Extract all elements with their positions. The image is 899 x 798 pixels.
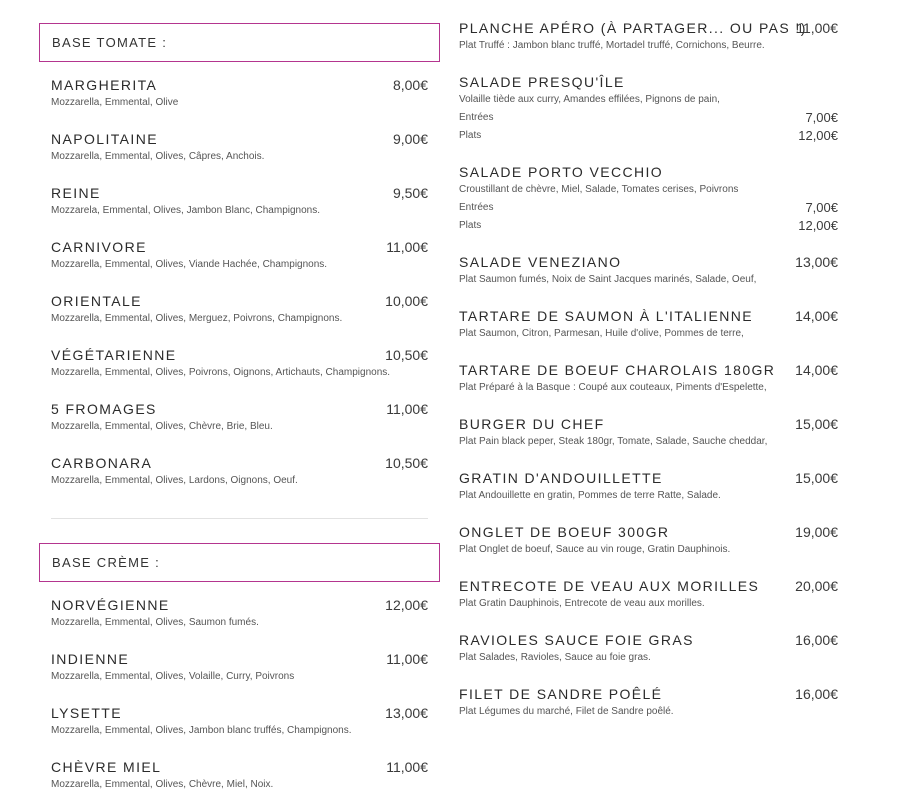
menu-item-lysette — [39, 704, 440, 758]
item-price: 11,00€ — [386, 401, 428, 417]
item-description: Plat Légumes du marché, Filet de Sandre poêlé. — [459, 706, 674, 717]
plats-row — [459, 127, 838, 145]
item-name: CARBONARA — [51, 455, 153, 471]
item-description: Plat Salades, Ravioles, Sauce au foie gras. — [459, 652, 651, 663]
plats-price: 12,00€ — [798, 128, 838, 143]
entrees-price: 7,00€ — [805, 110, 838, 125]
item-name: VÉGÉTARIENNE — [51, 347, 177, 363]
item-name: LYSETTE — [51, 705, 123, 721]
item-name: 5 FROMAGES — [51, 401, 157, 417]
item-description: Mozzarella, Emmental, Olive — [51, 97, 179, 108]
menu-item-carbonara — [39, 454, 440, 508]
section-header-base-creme — [39, 543, 440, 582]
menu-item-norvegienne — [39, 596, 440, 650]
item-price: 9,00€ — [392, 131, 428, 147]
item-name: GRATIN D'ANDOUILLETTE — [459, 470, 663, 486]
item-name: SALADE PRESQU'ÎLE — [459, 74, 625, 90]
item-description: Volaille tiède aux curry, Amandes effilées, Pignons de pain, — [459, 94, 720, 105]
item-name: ONGLET DE BOEUF 300GR — [459, 524, 670, 540]
item-price: 16,00€ — [795, 632, 838, 648]
section-title: BASE TOMATE : — [52, 35, 168, 50]
item-description: Mozzarella, Emmental, Olives, Merguez, Poivrons, Champignons. — [51, 313, 343, 324]
menu-item-indienne — [39, 650, 440, 704]
menu-item-burger-du-chef — [459, 415, 838, 469]
section-divider — [51, 518, 428, 519]
item-description: Plat Préparé à la Basque : Coupé aux couteaux, Piments d'Espelette, — [459, 382, 767, 393]
menu-item-salade-porto-vecchio — [459, 163, 838, 253]
item-description: Mozzarella, Emmental, Olives, Jambon blanc truffés, Champignons. — [51, 725, 352, 736]
item-name: INDIENNE — [51, 651, 130, 667]
item-name: BURGER DU CHEF — [459, 416, 605, 432]
menu-item-chevre-miel — [39, 758, 440, 798]
section-title: BASE CRÈME : — [52, 555, 161, 570]
item-name: ORIENTALE — [51, 293, 142, 309]
menu-item-reine — [39, 184, 440, 238]
item-description: Mozzarella, Emmental, Olives, Chèvre, Brie, Bleu. — [51, 421, 273, 432]
item-description: Mozzarela, Emmental, Olives, Jambon Blanc, Champignons. — [51, 205, 321, 216]
item-description: Croustillant de chèvre, Miel, Salade, Tomates cerises, Poivrons — [459, 184, 739, 195]
item-description: Mozzarella, Emmental, Olives, Lardons, Oignons, Oeuf. — [51, 475, 298, 486]
item-description: Mozzarella, Emmental, Olives, Viande Hachée, Champignons. — [51, 259, 328, 270]
item-name: MARGHERITA — [51, 77, 158, 93]
item-price: 11,00€ — [796, 20, 838, 36]
entrees-row — [459, 199, 838, 217]
entrees-label: Entrées — [459, 112, 494, 123]
item-name: NAPOLITAINE — [51, 131, 158, 147]
menu-item-5-fromages — [39, 400, 440, 454]
menu-item-orientale — [39, 292, 440, 346]
item-price: 11,00€ — [386, 759, 428, 775]
item-price: 8,00€ — [392, 77, 428, 93]
menu-item-planche-apero — [459, 19, 838, 73]
base-creme-list — [39, 596, 440, 798]
item-price: 9,50€ — [392, 185, 428, 201]
item-name: ENTRECOTE DE VEAU AUX MORILLES — [459, 578, 760, 594]
item-description: Plat Saumon, Citron, Parmesan, Huile d'olive, Pommes de terre, — [459, 328, 744, 339]
item-price: 15,00€ — [795, 416, 838, 432]
entrees-label: Entrées — [459, 202, 494, 213]
menu-item-carnivore — [39, 238, 440, 292]
item-description: Mozzarella, Emmental, Olives, Poivrons, Oignons, Artichauts, Champignons. — [51, 367, 391, 378]
item-name: SALADE PORTO VECCHIO — [459, 164, 664, 180]
menu-item-napolitaine — [39, 130, 440, 184]
item-price: 14,00€ — [795, 308, 838, 324]
item-price: 10,50€ — [385, 347, 428, 363]
menu-item-salade-presquile — [459, 73, 838, 163]
item-name: CARNIVORE — [51, 239, 147, 255]
entrees-row — [459, 109, 838, 127]
item-price: 15,00€ — [795, 470, 838, 486]
item-price: 13,00€ — [795, 254, 838, 270]
item-price: 10,00€ — [385, 293, 428, 309]
item-name: TARTARE DE SAUMON À L'ITALIENNE — [459, 308, 753, 324]
item-price: 10,50€ — [385, 455, 428, 471]
item-name: CHÈVRE MIEL — [51, 759, 162, 775]
item-price: 16,00€ — [795, 686, 838, 702]
dishes-column — [459, 19, 838, 739]
item-name: FILET DE SANDRE POÊLÉ — [459, 686, 663, 702]
item-description: Mozzarella, Emmental, Olives, Câpres, Anchois. — [51, 151, 265, 162]
item-name: SALADE VENEZIANO — [459, 254, 622, 270]
item-description: Mozzarella, Emmental, Olives, Volaille, Curry, Poivrons — [51, 671, 295, 682]
item-price: 11,00€ — [386, 239, 428, 255]
base-tomate-list — [39, 76, 440, 508]
menu-item-margherita — [39, 76, 440, 130]
item-price: 13,00€ — [385, 705, 428, 721]
menu-item-vegetarienne — [39, 346, 440, 400]
item-description: Plat Gratin Dauphinois, Entrecote de veau aux morilles. — [459, 598, 705, 609]
menu-item-tartare-saumon — [459, 307, 838, 361]
menu-item-gratin-andouillette — [459, 469, 838, 523]
item-description: Plat Andouillette en gratin, Pommes de terre Ratte, Salade. — [459, 490, 721, 501]
menu-item-tartare-boeuf — [459, 361, 838, 415]
item-description: Plat Pain black peper, Steak 180gr, Tomate, Salade, Sauche cheddar, — [459, 436, 768, 447]
plats-label: Plats — [459, 220, 482, 231]
item-name: REINE — [51, 185, 101, 201]
item-price: 11,00€ — [386, 651, 428, 667]
item-price: 19,00€ — [795, 524, 838, 540]
item-name: NORVÉGIENNE — [51, 597, 170, 613]
section-header-base-tomate — [39, 23, 440, 62]
plats-label: Plats — [459, 130, 482, 141]
item-price: 14,00€ — [795, 362, 838, 378]
menu-item-onglet-boeuf — [459, 523, 838, 577]
menu-item-entrecote-veau — [459, 577, 838, 631]
menu-item-filet-sandre — [459, 685, 838, 739]
item-name: TARTARE DE BOEUF CHAROLAIS 180GR — [459, 362, 776, 378]
item-name: PLANCHE APÉRO (À PARTAGER... OU PAS !) — [459, 20, 807, 36]
item-description: Plat Onglet de boeuf, Sauce au vin rouge, Gratin Dauphinois. — [459, 544, 731, 555]
item-description: Mozzarella, Emmental, Olives, Chèvre, Miel, Noix. — [51, 779, 274, 790]
entrees-price: 7,00€ — [805, 200, 838, 215]
item-price: 20,00€ — [795, 578, 838, 594]
item-description: Plat Truffé : Jambon blanc truffé, Mortadel truffé, Cornichons, Beurre. — [459, 40, 765, 51]
plats-row — [459, 217, 838, 235]
menu-item-ravioles-foie-gras — [459, 631, 838, 685]
plats-price: 12,00€ — [798, 218, 838, 233]
item-name: RAVIOLES SAUCE FOIE GRAS — [459, 632, 694, 648]
item-description: Mozzarella, Emmental, Olives, Saumon fumés. — [51, 617, 259, 628]
menu-item-salade-veneziano — [459, 253, 838, 307]
item-price: 12,00€ — [385, 597, 428, 613]
item-description: Plat Saumon fumés, Noix de Saint Jacques marinés, Salade, Oeuf, — [459, 274, 757, 285]
pizza-column — [39, 23, 440, 798]
